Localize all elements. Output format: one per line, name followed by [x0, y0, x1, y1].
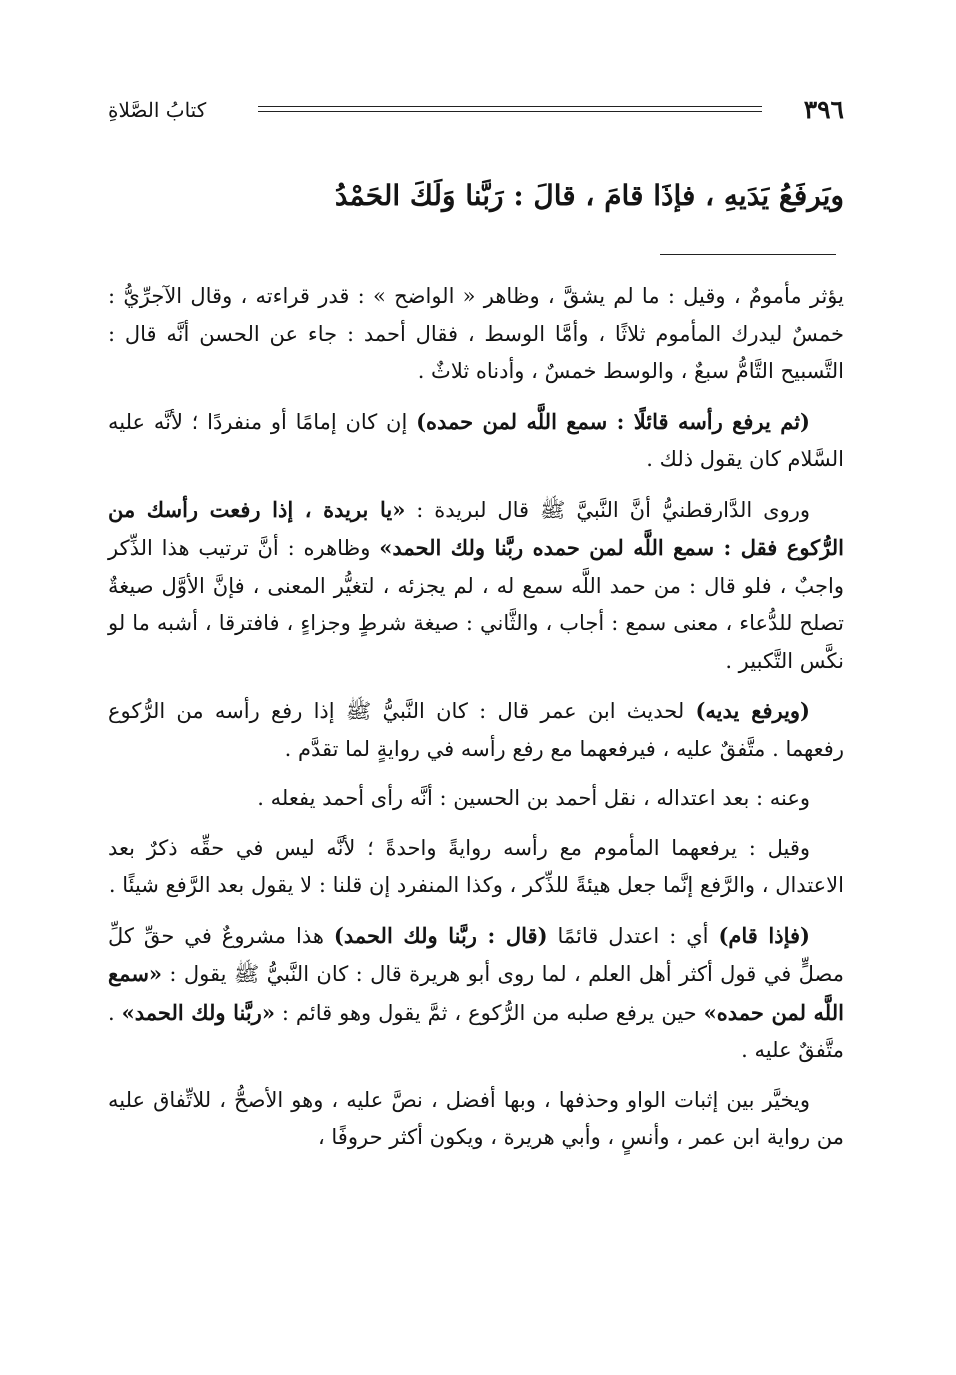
commentary-paragraph — [108, 1082, 844, 1157]
commentary-paragraph — [108, 491, 844, 681]
matn-separator — [660, 254, 836, 255]
bold-quote: (ويرفع يديه) — [695, 698, 810, 723]
header-divider — [258, 106, 762, 112]
bold-quote: «ربَّنا ولك الحمد» — [121, 999, 275, 1025]
paragraph-text: يؤثر مأمومٌ ، وقيل : ما لم يشقَّ ، وظاهر « الواضح » : قدر قراءته ، وقال الآجرِّيُّ : خمسٌ ليدرك المأموم ثلاثًا ، وأمَّا الوسط ، فقال أحمد : جاء عن الحسن أنَّه قال : التَّسبيح التَّامُّ سبعٌ ، والوسط خمسٌ ، وأدناه ثلاثٌ . — [108, 284, 844, 383]
running-title: كتابُ الصَّلاةِ — [108, 98, 207, 122]
commentary-paragraph — [108, 278, 844, 391]
paragraph-text: إن كان إمامًا أو منفردًا ؛ لأنَّه عليه السَّلام كان يقول ذلك . — [108, 409, 844, 471]
commentary-paragraph — [108, 830, 844, 905]
bold-quote: «يا بريدة ، إذا رفعت رأسك من الرُّكوع فقل : سمع اللَّه لمن حمده ربَّنا ولك الحمد» — [108, 496, 844, 560]
paragraph-text: وعنه : بعد اعتداله ، نقل أحمد بن الحسين : أنَّه رأى أحمد يفعله . — [257, 786, 810, 810]
commentary-paragraph — [108, 780, 844, 818]
paragraph-text: وروى الدَّارقطنيُّ أنَّ النَّبيَّ ﷺ قال لبريدة : — [405, 497, 810, 522]
commentary-paragraph — [108, 692, 844, 768]
bold-quote: «سمع اللَّه لمن حمده» — [108, 961, 844, 1025]
paragraph-text: ويخيَّر بين إثبات الواو وحذفها ، وبها أفضل ، نصَّ عليه ، وهو الأصحُّ ، للاتِّفاق عليه من رواية ابن عمر ، وأنسٍ ، وأبي هريرة ، ويكون أكثر حروفًا ، — [108, 1087, 844, 1149]
commentary-body — [108, 278, 844, 1169]
paragraph-text: لحديث ابن عمر قال : كان النَّبيُّ ﷺ إذا رفع رأسه من الرُّكوع رفعهما . متَّفقٌ عليه ، فيرفعهما مع رفع رأسه في روايةٍ لما تقدَّم . — [108, 699, 844, 761]
bold-quote: (فإذا قام) — [718, 922, 810, 948]
bold-quote: (ثم يرفع رأسه قائلًا : سمع اللَّه لمن حمده) — [416, 408, 810, 434]
paragraph-text: وظاهره : أنَّ ترتيب هذا الذِّكر واجبٌ ، فلو قال : من حمد اللَّه سمع له ، لم يجزئه ، لتغيُّر المعنى ، فإنَّ الأوَّل صيغةٌ تصلح للدُّعاء ، معنى سمع : أجاب ، والثَّاني : صيغة شرطٍ وجزاءٍ ، فافترقا ، أشبه ما لو نكَّس التَّكبير . — [108, 536, 844, 673]
bold-quote: (قال : ربَّنا ولك الحمد) — [333, 922, 548, 948]
paragraph-text: أي : اعتدل قائمًا — [547, 923, 719, 948]
page-number: ٣٩٦ — [803, 95, 844, 124]
commentary-paragraph — [108, 403, 844, 479]
paragraph-text: وقيل : يرفعهما المأموم مع رأسه روايةً واحدةً ؛ لأنَّه ليس في حقِّه ذكرٌ بعد الاعتدال ، والرَّفع إنَّما جعل هيئةً للذِّكر ، وكذا المنفرد إن قلنا : لا يقول بعد الرَّفع شيئًا . — [108, 835, 844, 897]
page-header — [108, 92, 844, 132]
paragraph-text: هذا مشروعٌ في حقِّ كلِّ مصلٍّ في قول أكثر أهل العلم ، لما روى أبو هريرة قال : كان النَّبيُّ ﷺ يقول : — [108, 923, 844, 986]
paragraph-text: حين يرفع صلبه من الرُّكوع ، ثمَّ يقول وهو قائم : — [274, 1000, 704, 1025]
commentary-paragraph — [108, 917, 844, 1070]
paragraph-text: . متَّفقٌ عليه . — [108, 1000, 844, 1062]
matn-text: ويَرفَعُ يَدَيهِ ، فإذَا قامَ ، قالَ : رَبَّنا وَلَكَ الحَمْدُ — [334, 179, 844, 212]
